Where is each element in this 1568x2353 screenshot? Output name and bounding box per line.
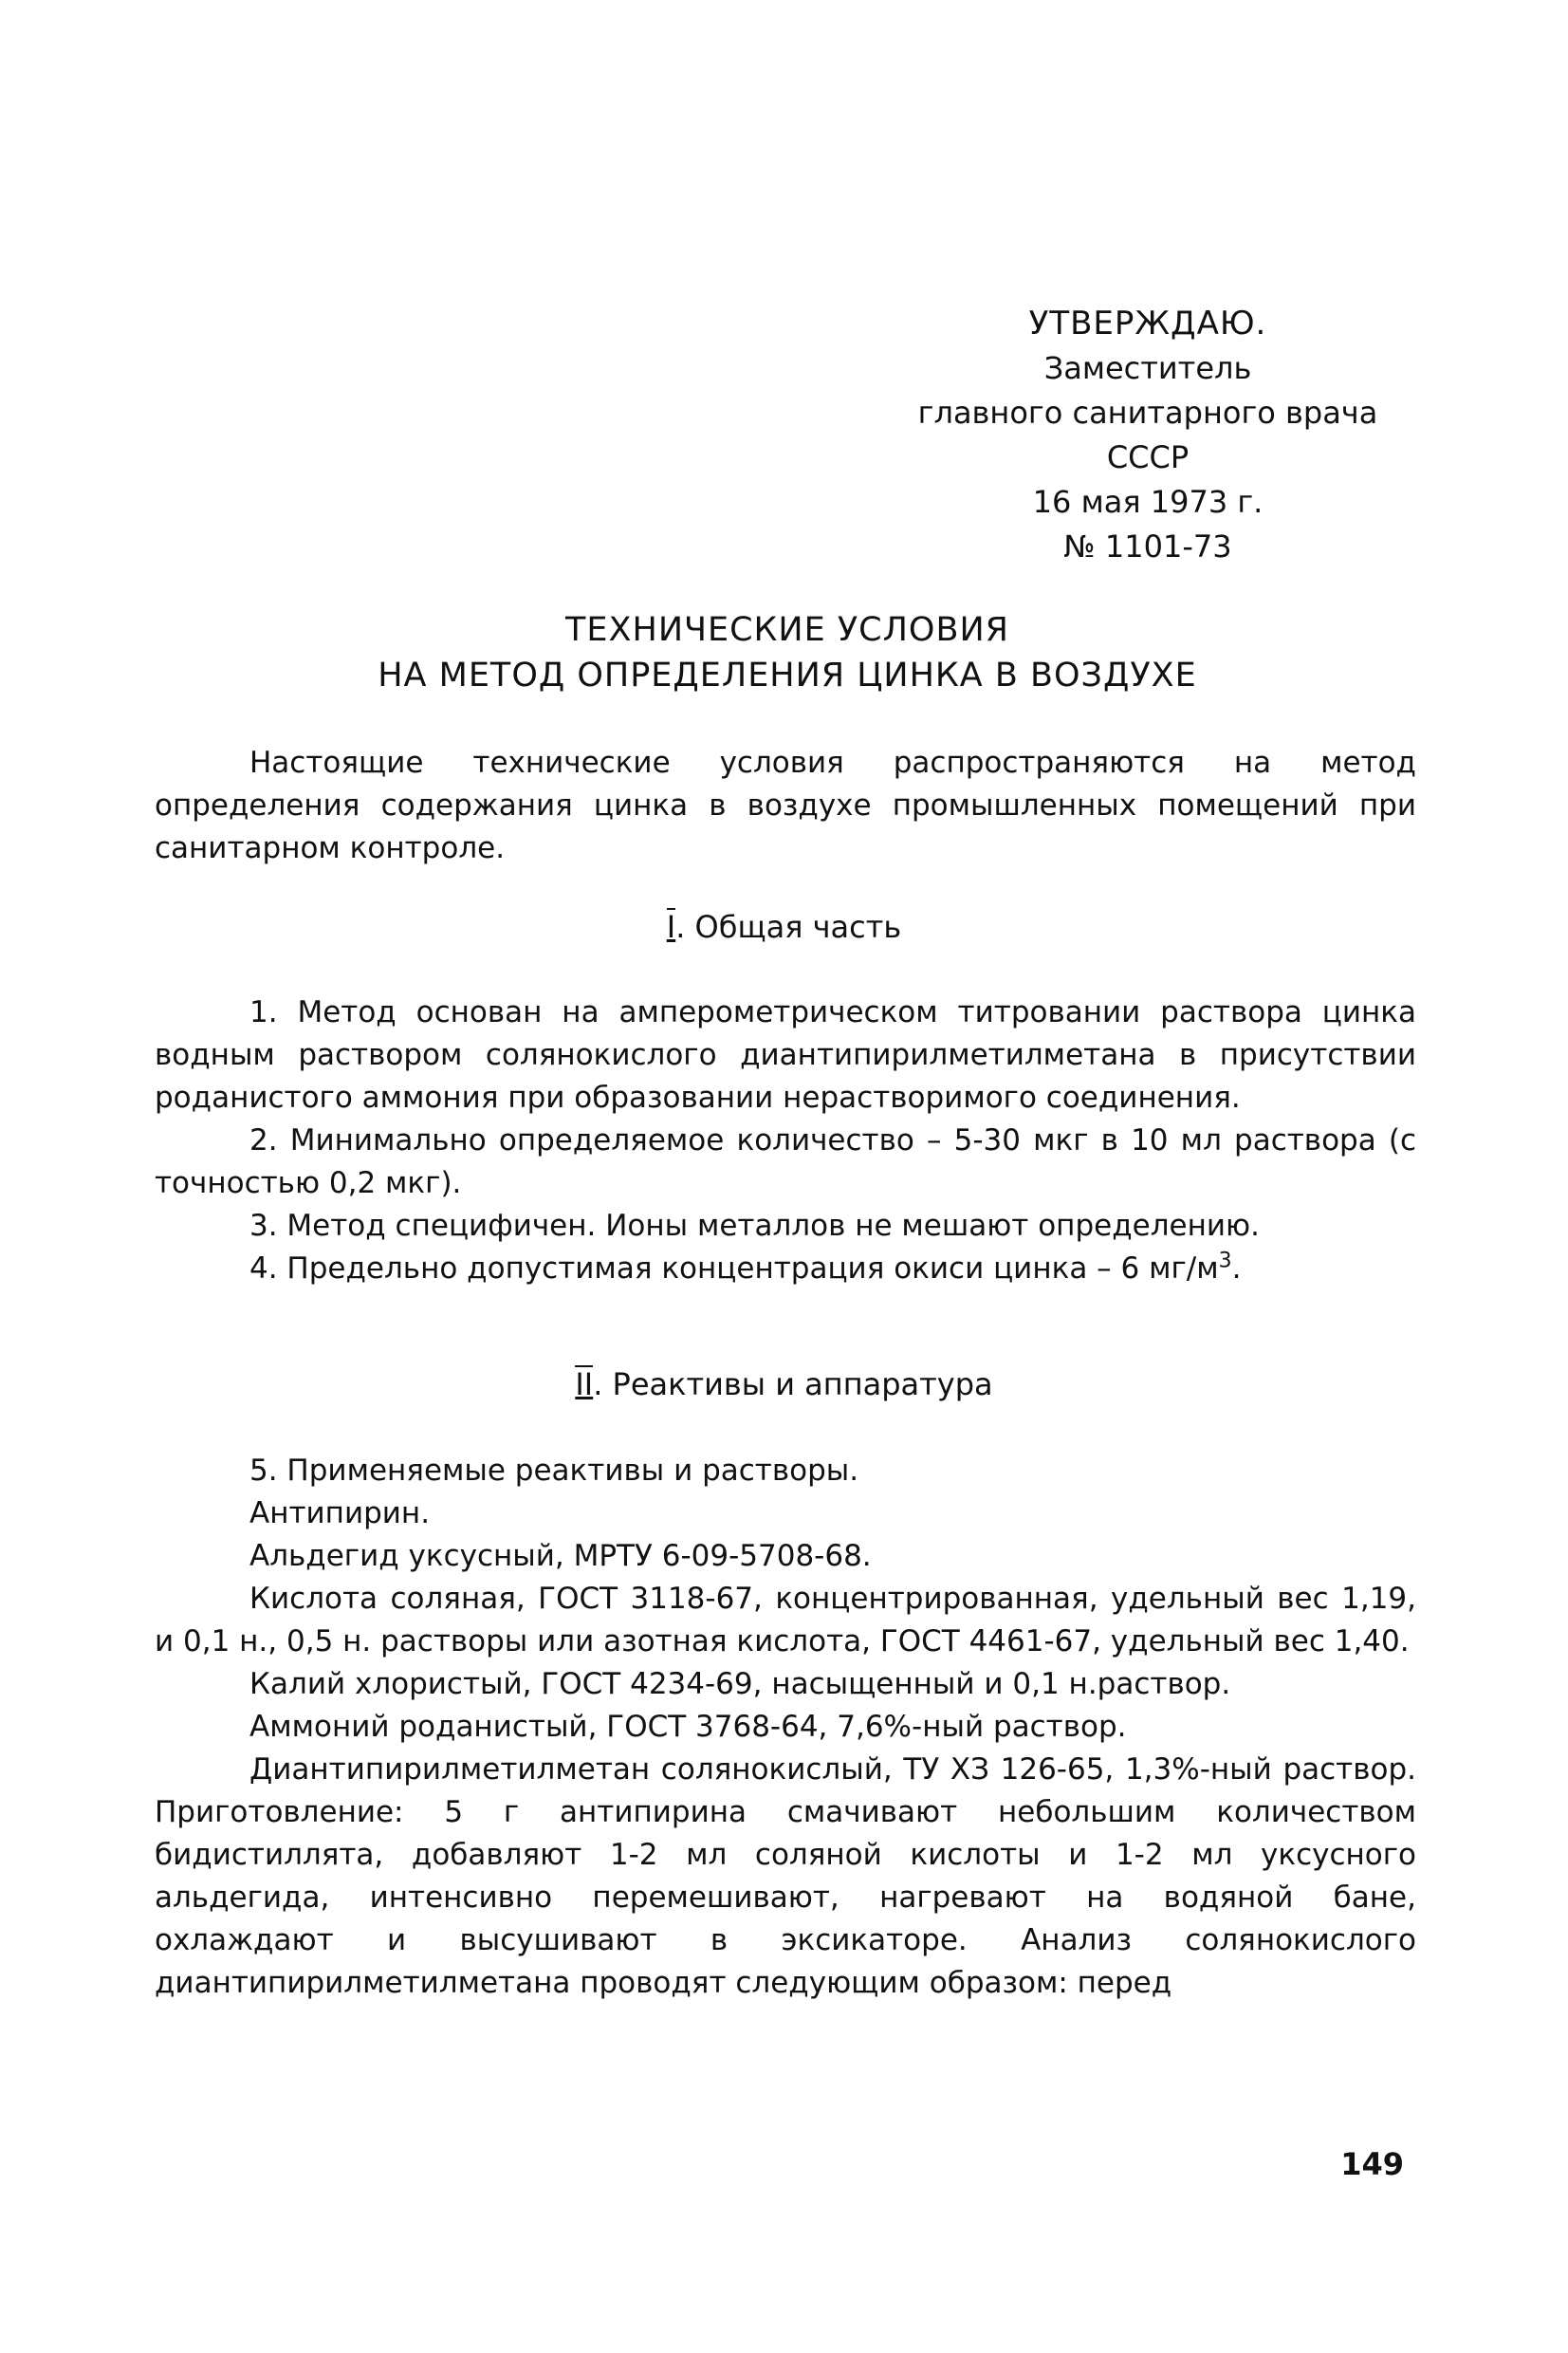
approval-block (892, 302, 1404, 569)
approval-heading: УТВЕРЖДАЮ. (1028, 305, 1267, 343)
section-1-heading (0, 906, 1568, 949)
paragraph-2: 2. Минимально определяемое количество – 5-30 мкг в 10 мл раствора (с точностью 0,2 мкг). (155, 1123, 1416, 1200)
document-title (313, 607, 1262, 698)
paragraph-1: 1. Метод основан на амперометрическом титровании раствора цинка водным раствором солянокислого диантипирилметилметана в присутствии роданистого аммония при образовании нерастворимого соединения. (155, 995, 1416, 1115)
approval-date: 16 мая 1973 г. (1032, 484, 1264, 520)
paragraph-4 (155, 1248, 1416, 1290)
paragraph-4-superscript: 3 (1218, 1249, 1232, 1273)
approval-position: Заместитель (1043, 350, 1252, 386)
page-number: 149 (1340, 2146, 1404, 2182)
paragraph-5: 5. Применяемые реактивы и растворы. (249, 1454, 859, 1488)
section-1-numeral: I (667, 906, 675, 949)
section-2-numeral: II (575, 1363, 593, 1406)
reagent-potassium-chloride: Калий хлористый, ГОСТ 4234-69, насыщенный и 0,1 н.раствор. (249, 1667, 1231, 1701)
paragraph-4-text: 4. Предельно допустимая концентрация окиси цинка – 6 мг/м (249, 1251, 1219, 1286)
title-line-2: НА МЕТОД ОПРЕДЕЛЕНИЯ ЦИНКА В ВОЗДУХЕ (378, 657, 1197, 695)
reagent-diantipyrylmethylmethane: Диантипирилметилметан солянокислый, ТУ ХЗ 126-65, 1,3%-ный раствор. Приготовление: 5 г антипирина смачивают небольшим количеством бидистиллята, добавляют 1-2 мл соляной кислоты и 1-2 мл уксусного альдегида, интенсивно перемешивают, нагревают на водяной бане, охлаждают и высушивают в эксикаторе. Анализ солянокислого диантипирилметилметана проводят следующим образом: перед (155, 1752, 1416, 2000)
intro-paragraph (155, 742, 1416, 870)
approval-position-detail: главного санитарного врача (917, 395, 1378, 431)
section-2-heading (0, 1363, 1568, 1406)
reagent-ammonium-thiocyanate: Аммоний роданистый, ГОСТ 3768-64, 7,6%-ный раствор. (249, 1710, 1127, 1744)
section-1-body (155, 991, 1416, 1290)
intro-text: Настоящие технические условия распространяются на метод определения содержания цинка в воздухе промышленных помещений при санитарном контроле. (155, 746, 1416, 865)
approval-number: № 1101-73 (1063, 528, 1232, 565)
title-line-1: ТЕХНИЧЕСКИЕ УСЛОВИЯ (565, 611, 1009, 649)
section-2-body (155, 1450, 1416, 2005)
reagent-hydrochloric-acid: Кислота соляная, ГОСТ 3118-67, концентрированная, удельный вес 1,19, и 0,1 н., 0,5 н. растворы или азотная кислота, ГОСТ 4461-67, удельный вес 1,40. (155, 1582, 1416, 1658)
approval-country: СССР (1106, 439, 1190, 475)
paragraph-4-end: . (1231, 1251, 1242, 1286)
reagent-acetaldehyde: Альдегид уксусный, МРТУ 6-09-5708-68. (249, 1539, 872, 1573)
section-2-title: . Реактивы и аппаратура (593, 1366, 993, 1402)
reagent-antipyrine: Антипирин. (249, 1496, 431, 1530)
section-1-title: . Общая часть (675, 909, 902, 945)
paragraph-3: 3. Метод специфичен. Ионы металлов не мешают определению. (249, 1209, 1260, 1243)
